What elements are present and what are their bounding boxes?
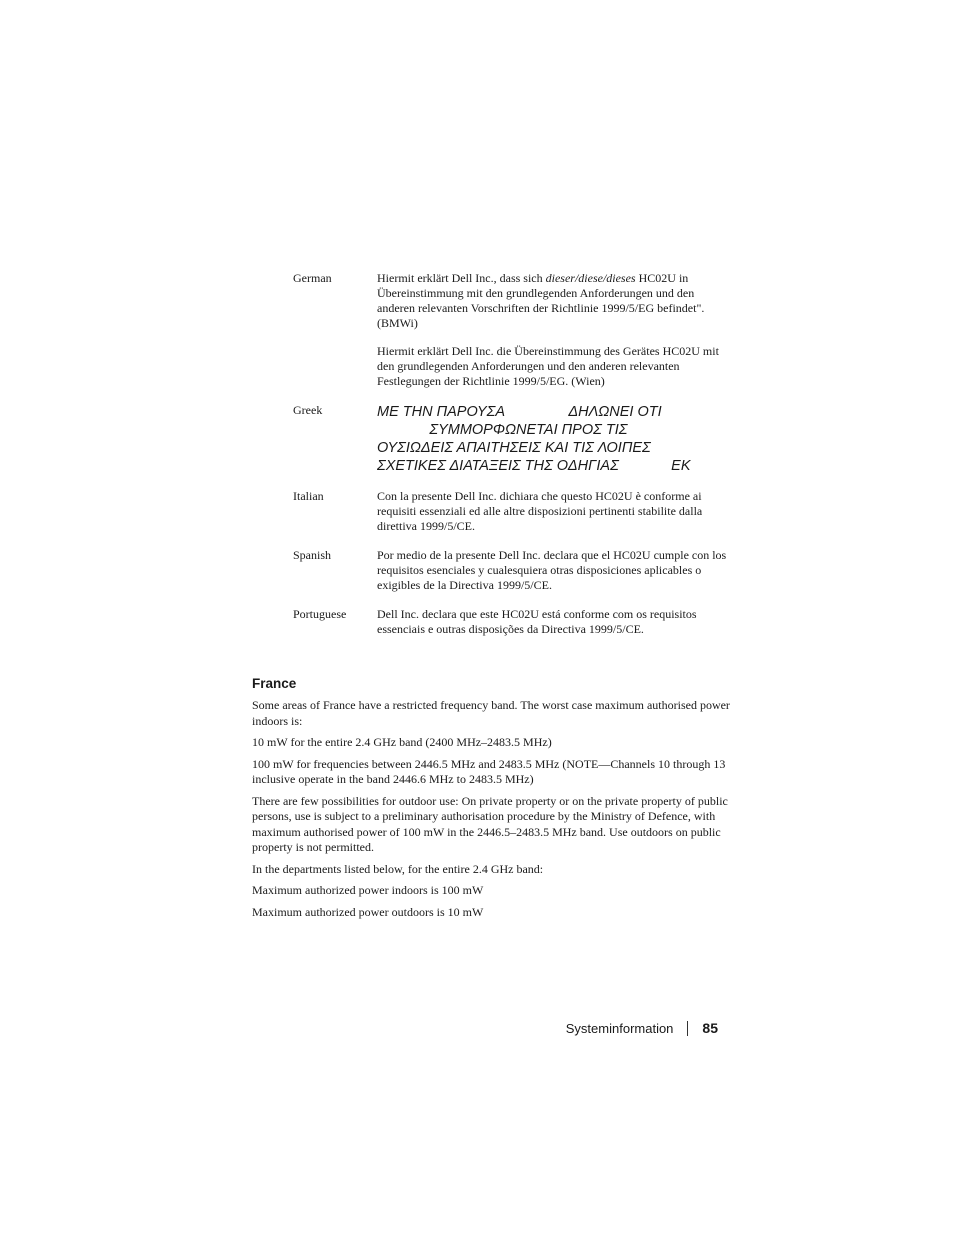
language-label: German: [293, 271, 332, 285]
greek-line: ΣΥΜΜΟΡΦΩΝΕΤΑΙ ΠΡΟΣ ΤΙΣ: [377, 422, 628, 438]
german-paragraph-1: Hiermit erklärt Dell Inc., dass sich dieser/diese/dieses HC02U in Übereinstimmung mit den grundlegenden Anforderungen und den anderen relevanten Vorschriften der Richtlinie 1999/5/EG befindet". (BMWi): [377, 271, 705, 330]
paragraph: There are few possibilities for outdoor use: On private property or on the private property of public persons, use is subject to a preliminary authorisation procedure by the Ministry of Defence, with maximum authorised power of 100 mW in the 2446.5–2483.5 MHz band. Use outdoors on public property is not permitted.: [252, 793, 728, 854]
declaration-text: Por medio de la presente Dell Inc. declara que el HC02U cumple con los requisitos esenciales y cualesquiera otras disposiciones aplicables o exigibles de la Directiva 1999/5/CE.: [377, 548, 727, 592]
declaration-row-spanish: [293, 548, 733, 593]
greek-line: ΜΕ ΤΗΝ ΠΑΡΟΥΣΑ ΔΗΛΩΝΕΙ ΟΤΙ: [377, 404, 662, 420]
footer-divider: [687, 1021, 688, 1036]
declaration-text: [377, 271, 733, 389]
declaration-row-german: [293, 271, 733, 389]
greek-line: ΟΥΣΙΩΔΕΙΣ ΑΠΑΙΤΗΣΕΙΣ ΚΑΙ ΤΙΣ ΛΟΙΠΕΣ: [377, 440, 651, 456]
paragraph: Maximum authorized power indoors is 100 mW: [252, 883, 484, 897]
language-label: Greek: [293, 403, 323, 417]
language-label: Spanish: [293, 548, 332, 562]
language-label: Portuguese: [293, 607, 347, 621]
paragraph: 100 mW for frequencies between 2446.5 MHz and 2483.5 MHz (NOTE—Channels 10 through 13 inclusive operate in the band 2446.6 MHz to 2483.5 MHz): [252, 756, 726, 786]
page-number: 85: [702, 1020, 718, 1036]
page-footer: [566, 1020, 718, 1036]
greek-line: ΣΧΕΤΙΚΕΣ ΔΙΑΤΑΞΕΙΣ ΤΗΣ ΟΔΗΓΙΑΣ ΕΚ: [377, 458, 691, 474]
france-section: [252, 675, 732, 926]
declaration-row-portuguese: [293, 607, 733, 637]
footer-section-title: Systeminformation: [565, 1020, 674, 1036]
declaration-text: [377, 403, 733, 475]
paragraph: Maximum authorized power outdoors is 10 mW: [252, 904, 484, 919]
declaration-text: Con la presente Dell Inc. dichiara che questo HC02U è conforme ai requisiti essenziali ed alle altre disposizioni pertinenti stabilite dalla direttiva 1999/5/CE.: [377, 489, 703, 533]
paragraph: In the departments listed below, for the entire 2.4 GHz band:: [252, 861, 544, 876]
paragraph: 10 mW for the entire 2.4 GHz band (2400 MHz–2483.5 MHz): [252, 735, 552, 749]
paragraph: Some areas of France have a restricted frequency band. The worst case maximum authorised power indoors is:: [252, 698, 730, 728]
german-paragraph-2: Hiermit erklärt Dell Inc. die Übereinstimmung des Gerätes HC02U mit den grundlegenden Anforderungen und den anderen relevanten Festlegungen der Richtlinie 1999/5/EG. (Wien): [377, 344, 719, 388]
section-heading: France: [252, 676, 297, 691]
declaration-table: [293, 271, 733, 651]
declaration-text: Dell Inc. declara que este HC02U está conforme com os requisitos essenciais e outras disposições da Directiva 1999/5/CE.: [377, 607, 697, 636]
declaration-row-italian: [293, 489, 733, 534]
language-label: Italian: [293, 489, 324, 503]
declaration-row-greek: [293, 403, 733, 475]
